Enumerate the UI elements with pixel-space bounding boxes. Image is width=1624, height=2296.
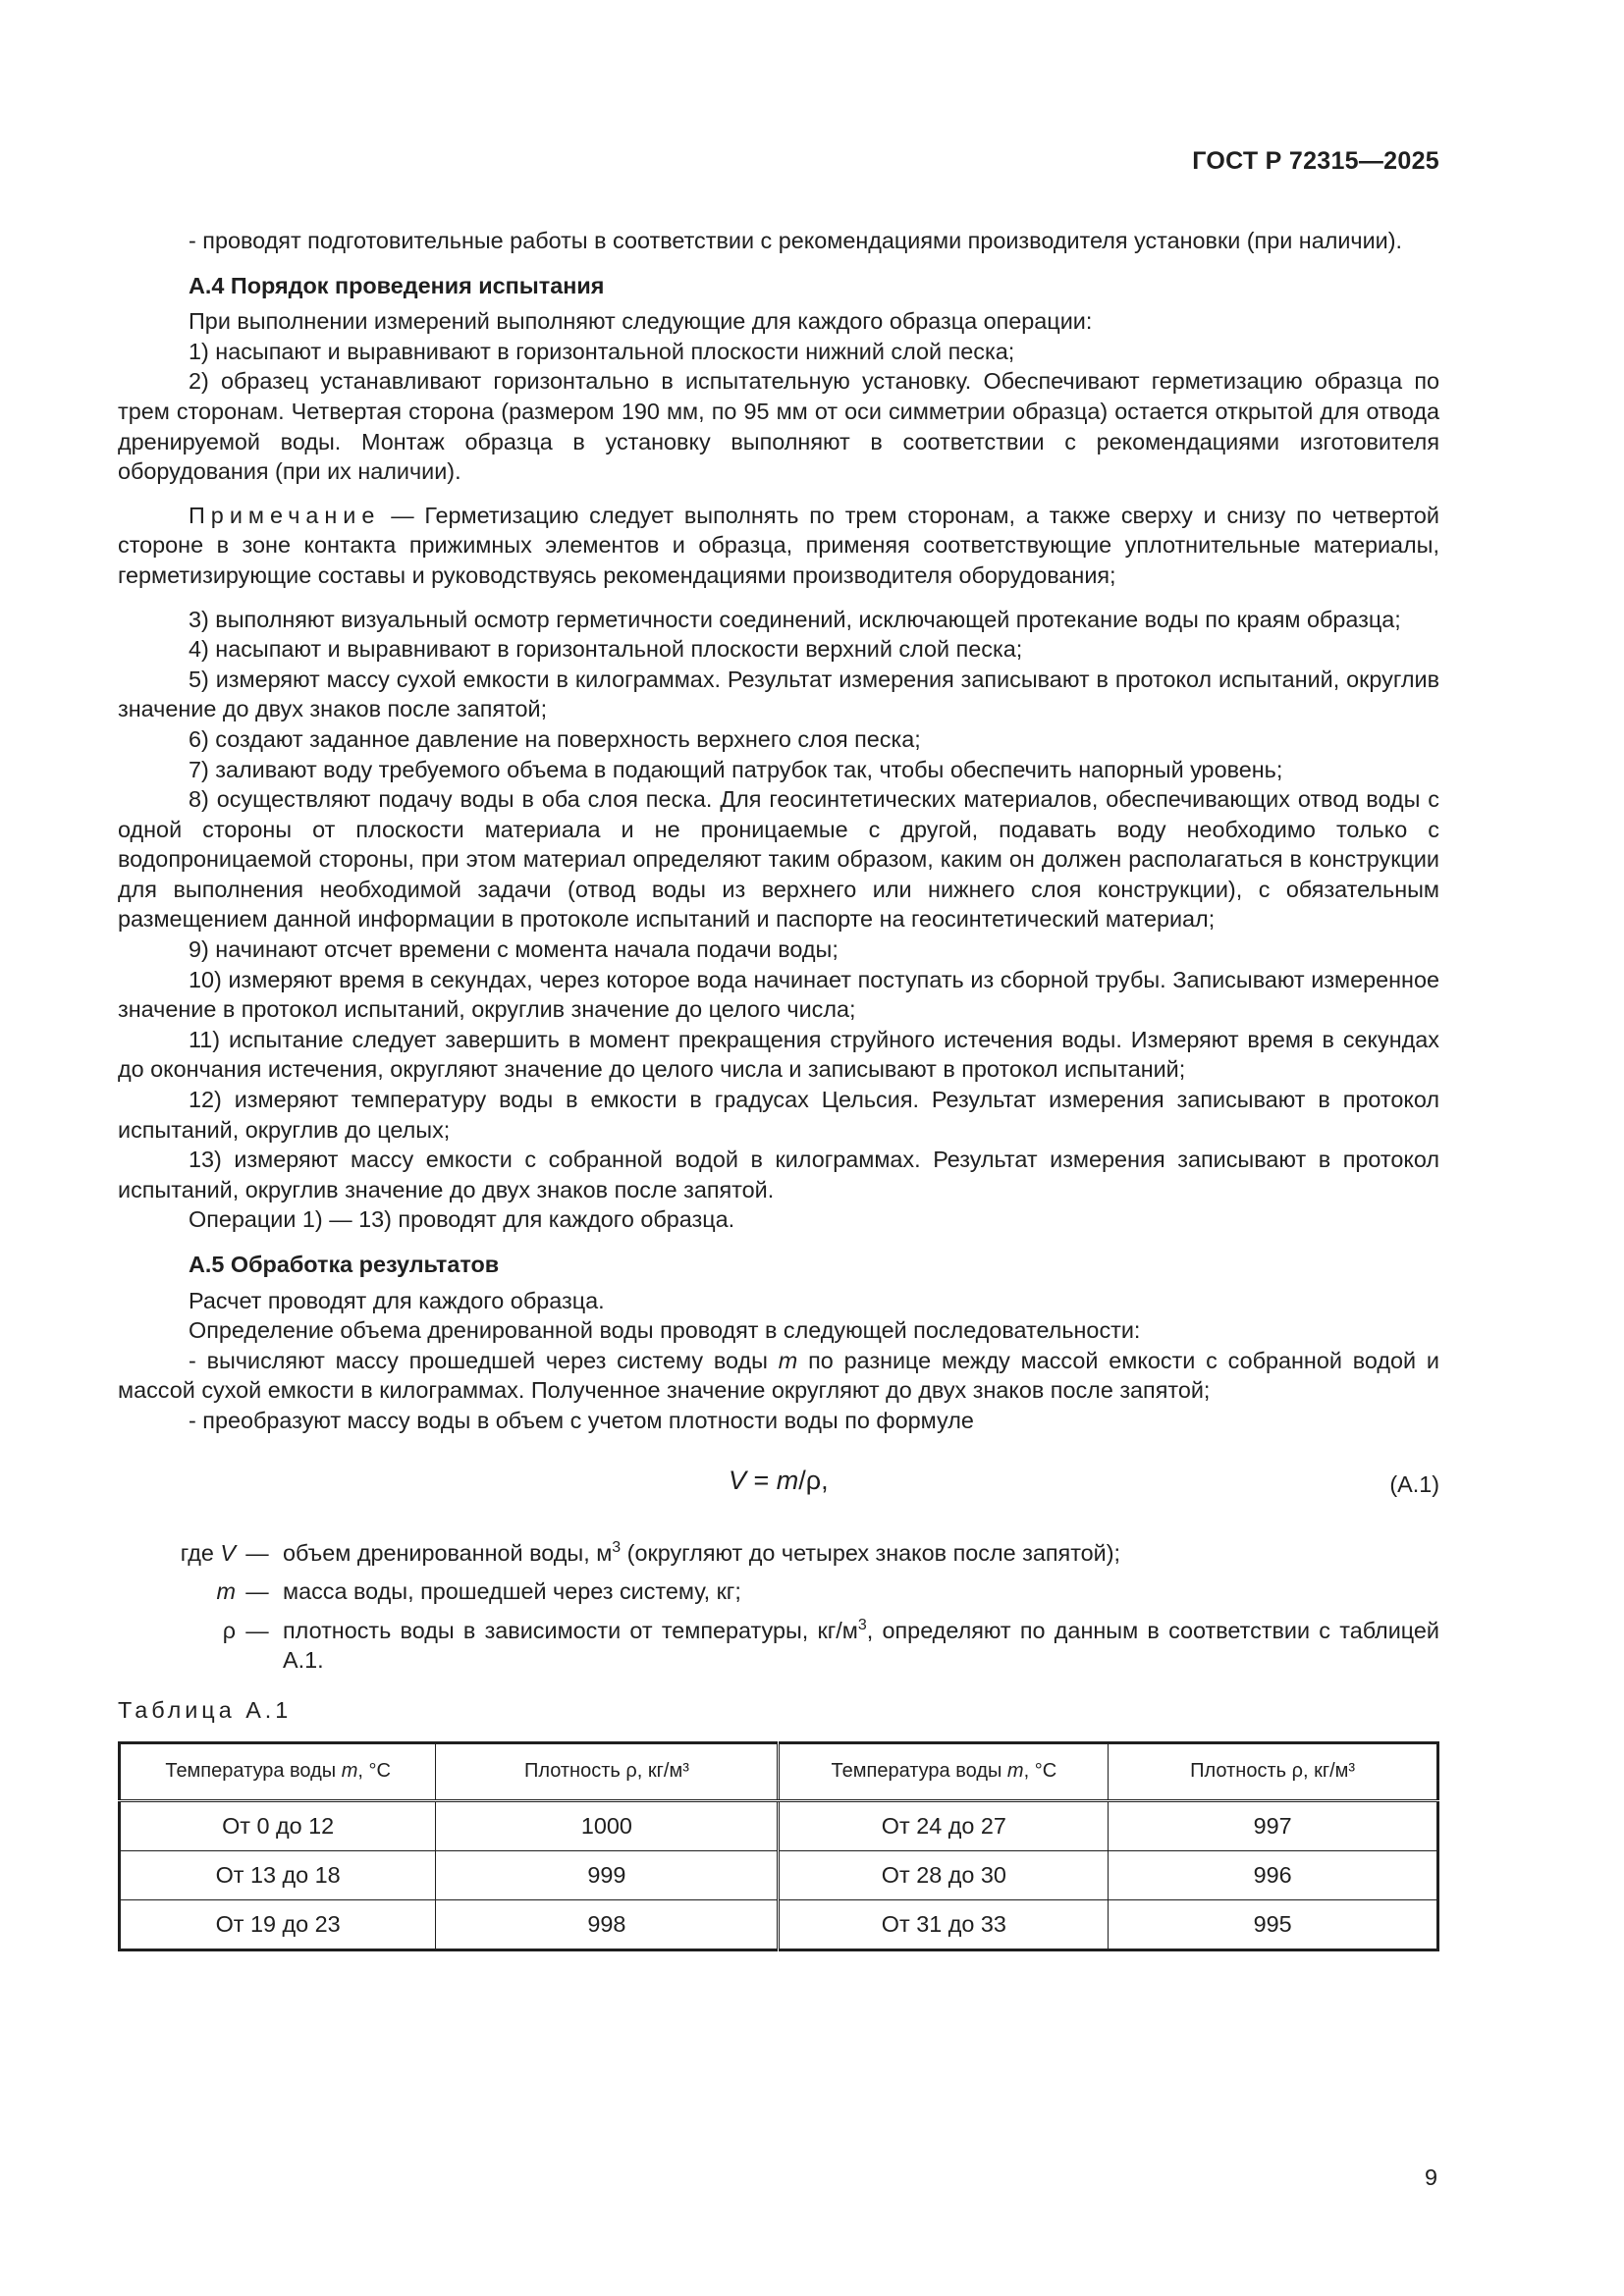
table-cell: 1000 <box>436 1800 779 1850</box>
step-12: 12) измеряют температуру воды в емкости в градусах Цельсия. Результат измерения записывают в протокол испытаний, округлив до целых; <box>118 1087 1439 1143</box>
formula <box>729 1466 829 1496</box>
step-6: 6) создают заданное давление на поверхность верхнего слоя песка; <box>189 725 921 752</box>
header-temp-unit: , °С <box>357 1760 391 1783</box>
legend-dash: — <box>245 1617 269 1643</box>
step-7: 7) заливают воду требуемого объема в подающий патрубок так, чтобы обеспечить напорный уровень; <box>189 756 1283 782</box>
section-a5-p1: Расчет проводят для каждого образца. <box>189 1287 605 1313</box>
step-4: 4) насыпают и выравнивают в горизонтальной плоскости верхний слой песка; <box>189 636 1023 663</box>
legend-sup: 3 <box>857 1616 867 1633</box>
header-temp-unit: , °С <box>1023 1760 1057 1783</box>
table-caption: Таблица А.1 <box>118 1696 293 1723</box>
legend-dash: — <box>245 1578 269 1605</box>
legend-symbol: ρ <box>222 1617 236 1643</box>
legend-text-b: (округляют до четырех знаков после запятой); <box>621 1539 1121 1566</box>
table-cell: От 28 до 30 <box>779 1850 1109 1899</box>
legend-row-rho <box>118 1616 1439 1676</box>
header-temp-2 <box>779 1742 1109 1800</box>
section-a5-p4: - преобразуют массу воды в объем с учетом плотности воды по формуле <box>189 1407 974 1433</box>
formula-legend <box>118 1538 1439 1676</box>
header-density-2: Плотность ρ, кг/м³ <box>1109 1742 1438 1800</box>
step-2: 2) образец устанавливают горизонтально в испытательную установку. Обеспечивают герметизацию образца по трем сторонам. Четвертая сторона (размером 190 мм, по 95 мм от оси симметрии образца) остается открытой для отвода дренируемой воды. Монтаж образца в установку выполняют в соответствии с рекомендациями изготовителя оборудования (при их наличии). <box>118 368 1439 485</box>
step-8: 8) осуществляют подачу воды в оба слоя песка. Для геосинтетических материалов, обеспечивающих отвод воды с одной стороны от плоскости материала и не проницаемые с другой, подавать воду необходимо только с водопроницаемой стороны, при этом материал определяют таким образом, каким он должен располагаться в конструкции для выполнения необходимой задачи (отвод воды из верхнего или нижнего слоя конструкции), с обязательным размещением данной информации в протоколе испытаний и паспорте на геосинтетический материал; <box>118 786 1439 933</box>
table-cell: 996 <box>1109 1850 1438 1899</box>
step-1: 1) насыпают и выравнивают в горизонтальной плоскости нижний слой песка; <box>189 338 1015 364</box>
density-table <box>118 1741 1439 1951</box>
step-11: 11) испытание следует завершить в момент прекращения струйного истечения воды. Измеряют время в секундах до окончания истечения, округляют значение до целого числа и записывают в протокол испытаний; <box>118 1026 1439 1083</box>
legend-text-b: , определяют по данным в соответствии с таблицей А.1. <box>283 1617 1439 1674</box>
table-cell: От 0 до 12 <box>120 1800 436 1850</box>
table-header-row <box>120 1742 1438 1800</box>
note-paragraph <box>118 501 1439 591</box>
section-a5-p2: Определение объема дренированной воды проводят в следующей последовательности: <box>189 1317 1141 1344</box>
legend-symbol: V <box>220 1539 236 1566</box>
step-13: 13) измеряют массу емкости с собранной водой в килограммах. Результат измерения записывают в протокол испытаний, округлив значение до двух знаков после запятой. <box>118 1147 1439 1202</box>
formula-num-var: m <box>776 1465 799 1495</box>
page-content <box>118 226 1439 1951</box>
standard-code: ГОСТ Р 72315—2025 <box>1192 147 1439 175</box>
table-cell: 997 <box>1109 1800 1438 1850</box>
legend-symbol: m <box>216 1578 236 1605</box>
table-cell: 998 <box>436 1899 779 1949</box>
header-temp-var: m <box>341 1760 358 1783</box>
section-a5-title: А.5 Обработка результатов <box>189 1252 500 1277</box>
table-cell: От 31 до 33 <box>779 1899 1109 1949</box>
step-3: 3) выполняют визуальный осмотр герметичности соединений, исключающей протекание воды по краям образца; <box>189 606 1401 632</box>
table-cell: От 19 до 23 <box>120 1899 436 1949</box>
header-temp-text: Температура воды <box>831 1760 1007 1783</box>
legend-where: где <box>180 1539 214 1566</box>
note-label: Примечание <box>189 502 381 528</box>
table-cell: 995 <box>1109 1899 1438 1949</box>
paragraph-preparation: - проводят подготовительные работы в соответствии с рекомендациями производителя установки (при наличии). <box>189 228 1403 253</box>
legend-row-m <box>118 1576 1439 1607</box>
header-temp-1 <box>120 1742 436 1800</box>
legend-sup: 3 <box>612 1538 622 1556</box>
header-density-1: Плотность ρ, кг/м³ <box>436 1742 779 1800</box>
p3-text-b: по разнице между массой емкости с собранной водой и массой сухой емкости в килограммах. Полученное значение округляют до двух знаков после запятой; <box>118 1347 1439 1404</box>
header-temp-text: Температура воды <box>165 1760 342 1783</box>
table-cell: От 24 до 27 <box>779 1800 1109 1850</box>
table-row <box>120 1850 1438 1899</box>
header-temp-var: m <box>1006 1760 1024 1783</box>
formula-eq: = <box>746 1465 777 1495</box>
legend-text: масса воды, прошедшей через систему, кг; <box>283 1578 741 1605</box>
section-a4-title: А.4 Порядок проведения испытания <box>189 272 605 298</box>
note-text: — Герметизацию следует выполнять по трем сторонам, а также сверху и снизу по четвертой стороне в зоне контакта прижимных элементов и образца, применяя соответствующие уплотнительные материалы, герметизирующие составы и руководствуясь рекомендациями производителя оборудования; <box>118 502 1439 588</box>
table-cell: От 13 до 18 <box>120 1850 436 1899</box>
table-cell: 999 <box>436 1850 779 1899</box>
step-9: 9) начинают отсчет времени с момента начала подачи воды; <box>189 936 839 963</box>
formula-denominator: /ρ, <box>798 1465 829 1495</box>
legend-dash: — <box>245 1539 269 1566</box>
step-5: 5) измеряют массу сухой емкости в килограммах. Результат измерения записывают в протокол испытаний, округлив значение до двух знаков после запятой; <box>118 666 1439 722</box>
step-10: 10) измеряют время в секундах, через которое вода начинает поступать из сборной трубы. Записывают измеренное значение в протокол испытаний, округлив значение до целого числа; <box>118 966 1439 1023</box>
formula-label: (А.1) <box>1389 1470 1439 1497</box>
p3-var: m <box>778 1347 798 1373</box>
table-row <box>120 1899 1438 1949</box>
legend-text: объем дренированной воды, м <box>283 1539 613 1566</box>
operations-summary: Операции 1) — 13) проводят для каждого образца. <box>189 1206 735 1233</box>
formula-lhs: V <box>729 1465 747 1495</box>
section-a5-p3 <box>118 1346 1439 1406</box>
p3-text-a: - вычисляют массу прошедшей через систему воды <box>189 1347 779 1373</box>
section-a4-intro: При выполнении измерений выполняют следующие для каждого образца операции: <box>189 308 1093 335</box>
table-row <box>120 1800 1438 1850</box>
formula-block <box>118 1458 1439 1517</box>
page-number: 9 <box>1424 2164 1437 2190</box>
legend-row-v <box>118 1538 1439 1569</box>
legend-text: плотность воды в зависимости от температуры, кг/м <box>283 1617 858 1643</box>
